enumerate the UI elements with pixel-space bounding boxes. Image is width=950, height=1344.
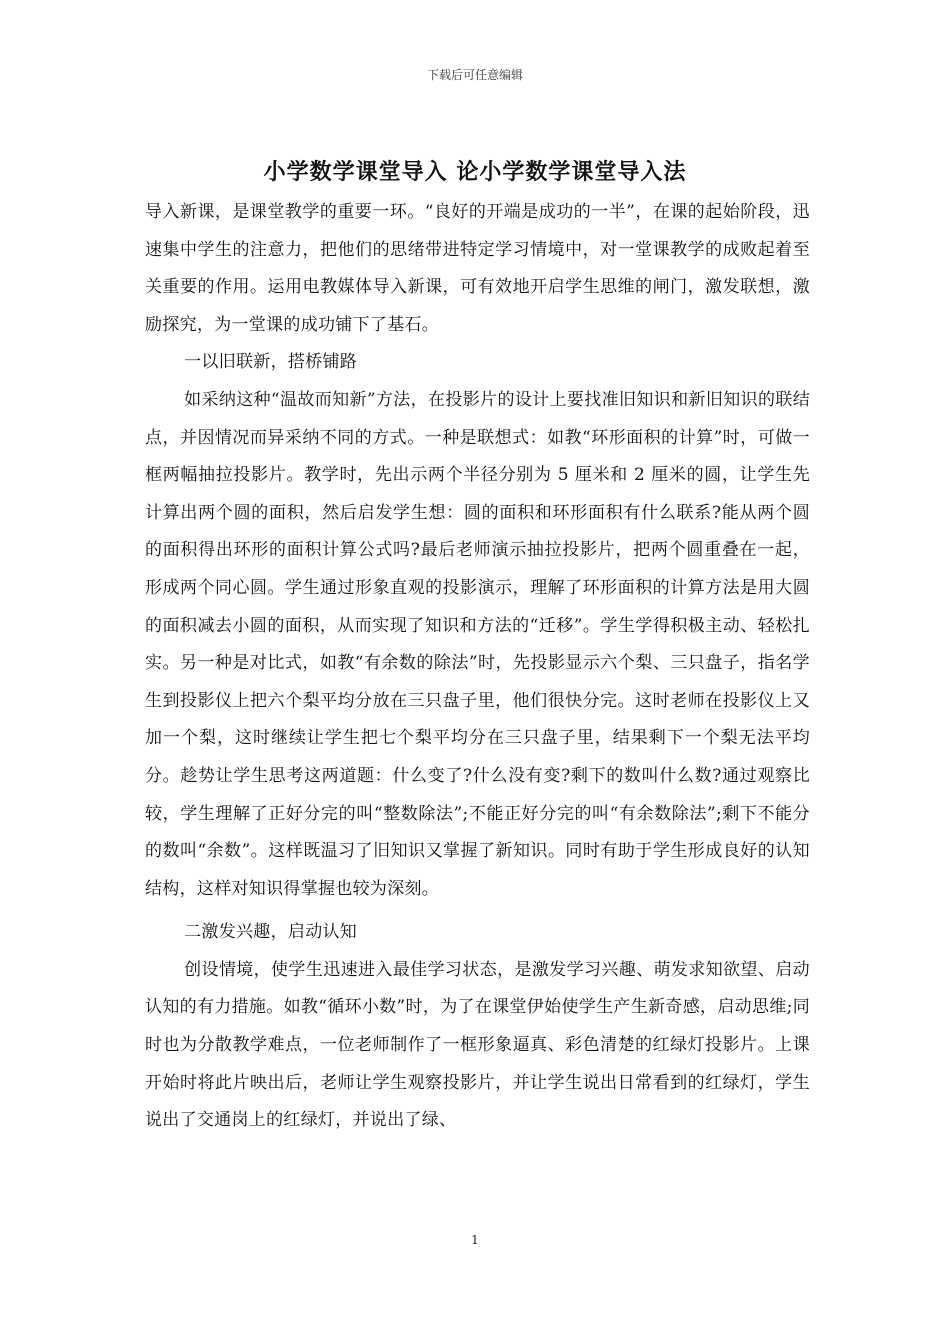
- header-note: 下载后可任意编辑: [426, 68, 523, 82]
- page-number: 1: [471, 1233, 479, 1247]
- document-body: [145, 194, 810, 1140]
- section-heading-1: 一以旧联新，搭桥铺路: [184, 352, 358, 373]
- paragraph-section-1: 如采纳这种“温故而知新”方法，在投影片的设计上要找准旧知识和新旧知识的联结点，并因情况而异采纳不同的方式。一种是联想式：如教“环形面积的计算”时，可做一框两幅抽拉投影片。教学时，先出示两个半径分别为 5 厘米和 2 厘米的圆，让学生先计算出两个圆的面积，然后启发学生想：圆的面积和环形面积有什么联系?能从两个圆的面积得出环形的面积计算公式吗?最后老师演示抽拉投影片，把两个圆重叠在一起，形成两个同心圆。学生通过形象直观的投影演示，理解了环形面积的计算方法是用大圆的面积减去小圆的面积，从而实现了知识和方法的“迁移”。学生学得积极主动、轻松扎实。另一种是对比式，如教“有余数的除法”时，先投影显示六个梨、三只盘子，指名学生到投影仪上把六个梨平均分放在三只盘子里，他们很快分完。这时老师在投影仪上又加一个梨，这时继续让学生把七个梨平均分在三只盘子里，结果剩下一个梨无法平均分。趁势让学生思考这两道题：什么变了?什么没有变?剩下的数叫什么数?通过观察比较，学生理解了正好分完的叫“整数除法”;不能正好分完的叫“有余数除法”;剩下不能分的数叫“余数”。这样既温习了旧知识又掌握了新知识。同时有助于学生形成良好的认知结构，这样对知识得掌握也较为深刻。: [145, 389, 810, 899]
- document-title: 小学数学课堂导入 论小学数学课堂导入法: [263, 159, 687, 185]
- section-heading-2: 二激发兴趣，启动认知: [184, 922, 358, 943]
- paragraph-intro: 导入新课，是课堂教学的重要一环。“良好的开端是成功的一半”，在课的起始阶段，迅速集中学生的注意力，把他们的思绪带进特定学习情境中，对一堂课教学的成败起着至关重要的作用。运用电教媒体导入新课，可有效地开启学生思维的闸门，激发联想，激励探究，为一堂课的成功铺下了基石。: [145, 202, 810, 335]
- paragraph-section-2: 创设情境，使学生迅速进入最佳学习状态，是激发学习兴趣、萌发求知欲望、启动认知的有力措施。如教“循环小数”时，为了在课堂伊始使学生产生新奇感，启动思维;同时也为分散教学难点，一位老师制作了一框形象逼真、彩色清楚的红绿灯投影片。上课开始时将此片映出后，老师让学生观察投影片，并让学生说出日常看到的红绿灯，学生说出了交通岗上的红绿灯，并说出了绿、: [145, 959, 810, 1131]
